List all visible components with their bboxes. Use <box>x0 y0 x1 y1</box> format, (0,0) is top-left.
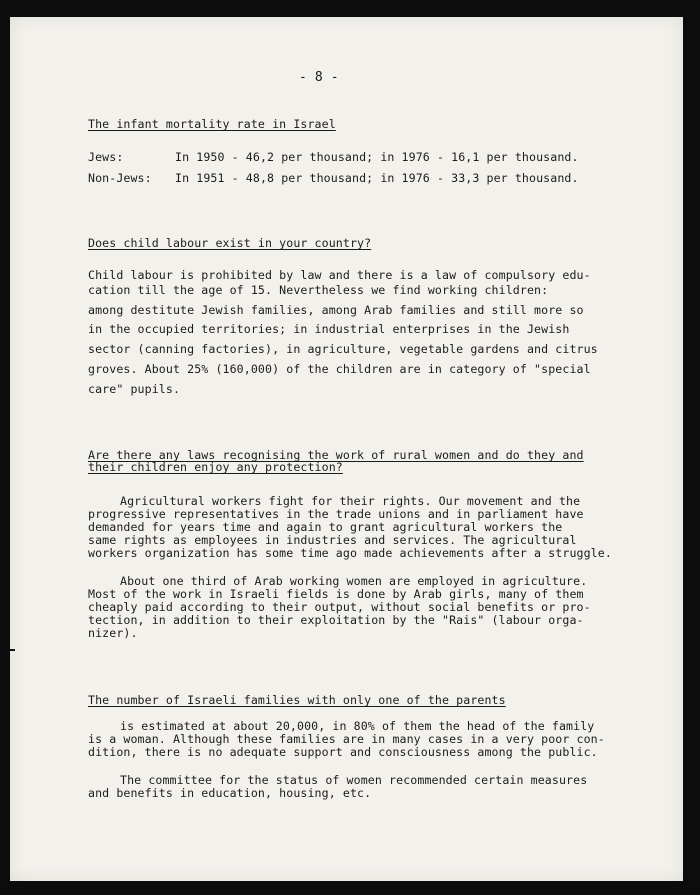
mortality-label-jews: Jews: <box>88 150 124 164</box>
child-labour-line: groves. About 25% (160,000) of the children are in category of "special <box>88 362 591 376</box>
heading-child-labour: Does child labour exist in your country? <box>88 236 372 250</box>
rural-para1-line: Agricultural workers fight for their rights. Our movement and the <box>120 494 581 508</box>
mortality-text-non-jews: In 1951 - 48,8 per thousand; in 1976 - 33,3 per thousand. <box>175 171 579 185</box>
child-labour-line: care" pupils. <box>88 382 181 396</box>
rural-para1-line: same rights as employees in industries and services. The agricultural <box>88 533 577 547</box>
child-labour-line: among destitute Jewish families, among Arab families and still more so <box>88 303 584 317</box>
page-number: - 8 - <box>299 70 339 85</box>
rural-para2-line: cheaply paid according to their output, without social benefits or pro- <box>88 600 591 614</box>
single-parent-para2-line: and benefits in education, housing, etc. <box>88 786 372 800</box>
rural-para2-line: Most of the work in Israeli fields is done by Arab girls, many of them <box>88 587 584 601</box>
mortality-label-non-jews: Non-Jews: <box>88 171 152 185</box>
margin-mark <box>9 649 15 651</box>
heading-infant-mortality: The infant mortality rate in Israel <box>88 117 336 131</box>
rural-para1-line: progressive representatives in the trade unions and in parliament have <box>88 507 584 521</box>
heading-single-parent: The number of Israeli families with only one of the parents <box>88 693 506 707</box>
rural-para2-line: tection, in addition to their exploitation by the "Rais" (labour orga- <box>88 613 584 627</box>
child-labour-line: Child labour is prohibited by law and there is a law of compulsory edu- <box>88 268 591 282</box>
rural-para2-line: nizer). <box>88 626 138 640</box>
child-labour-line: sector (canning factories), in agriculture, vegetable gardens and citrus <box>88 342 598 356</box>
mortality-text-jews: In 1950 - 46,2 per thousand; in 1976 - 16,1 per thousand. <box>175 150 579 164</box>
rural-para1-line: demanded for years time and again to grant agricultural workers the <box>88 520 563 534</box>
heading-rural-women-line2: their children enjoy any protection? <box>88 460 343 474</box>
child-labour-line: cation till the age of 15. Nevertheless we find working children: <box>88 283 549 297</box>
single-parent-para1-line: is a woman. Although these families are in many cases in a very poor con- <box>88 732 605 746</box>
heading-rural-women-line1: Are there any laws recognising the work of rural women and do they and <box>88 448 584 462</box>
single-parent-para1-line: dition, there is no adequate support and consciousness among the public. <box>88 745 598 759</box>
rural-para2-line: About one third of Arab working women are employed in agriculture. <box>120 574 588 588</box>
single-parent-para1-line: is estimated at about 20,000, in 80% of them the head of the family <box>120 719 595 733</box>
child-labour-line: in the occupied territories; in industrial enterprises in the Jewish <box>88 322 570 336</box>
single-parent-para2-line: The committee for the status of women recommended certain measures <box>120 773 588 787</box>
rural-para1-line: workers organization has some time ago made achievements after a struggle. <box>88 546 612 560</box>
